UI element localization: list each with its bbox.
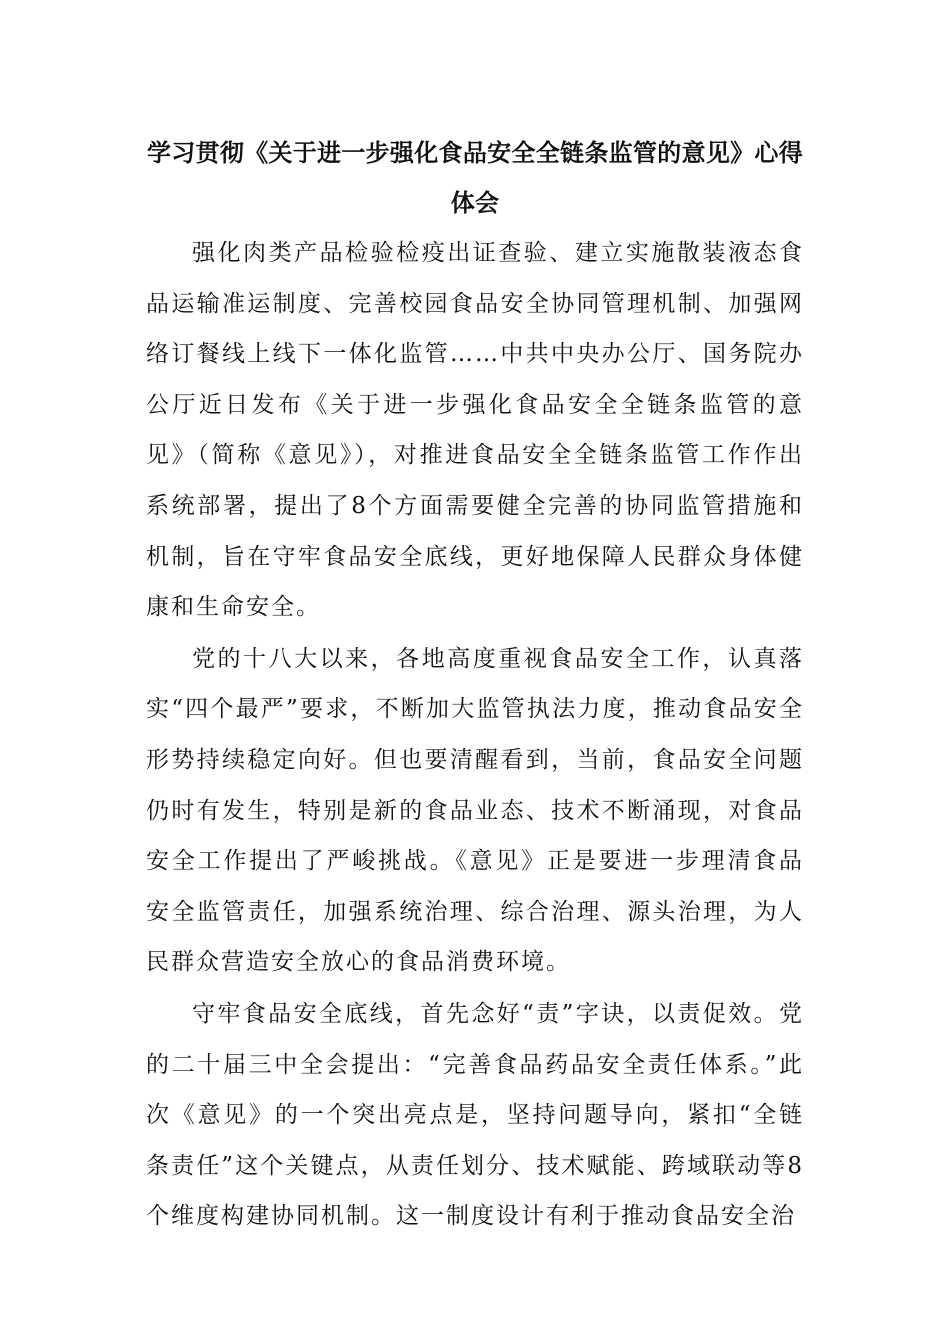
- paragraph-1: 强化肉类产品检验检疫出证查验、建立实施散装液态食品运输准运制度、完善校园食品安全协同管理机制、加强网络订餐线上线下一体化监管……中共中央办公厅、国务院办公厅近日发布《关于进一步强化食品安全全链条监管的意见》（简称《意见》），对推进食品安全全链条监管工作作出系统部署，提出了8个方面需要健全完善的协同监管措施和机制，旨在守牢食品安全底线，更好地保障人民群众身体健康和生命安全。: [146, 240, 804, 621]
- paragraph-3: 守牢食品安全底线，首先念好“责”字诀，以责促效。党的二十届三中全会提出：“完善食品药品安全责任体系。”此次《意见》的一个突出亮点是，坚持问题导向，紧扣“全链条责任”这个关键点，从责任划分、技术赋能、跨域联动等8个维度构建协同机制。这一制度设计有利于推动食品安全治: [146, 1000, 804, 1230]
- paragraph-2: 党的十八大以来，各地高度重视食品安全工作，认真落实“四个最严”要求，不断加大监管执法力度，推动食品安全形势持续稳定向好。但也要清醒看到，当前，食品安全问题仍时有发生，特别是新的食品业态、技术不断涌现，对食品安全工作提出了严峻挑战。《意见》正是要进一步理清食品安全监管责任，加强系统治理、综合治理、源头治理，为人民群众营造安全放心的食品消费环境。: [146, 645, 804, 976]
- document-page: [146, 124, 804, 1242]
- document-title: 学习贯彻《关于进一步强化食品安全全链条监管的意见》心得体会: [146, 139, 804, 217]
